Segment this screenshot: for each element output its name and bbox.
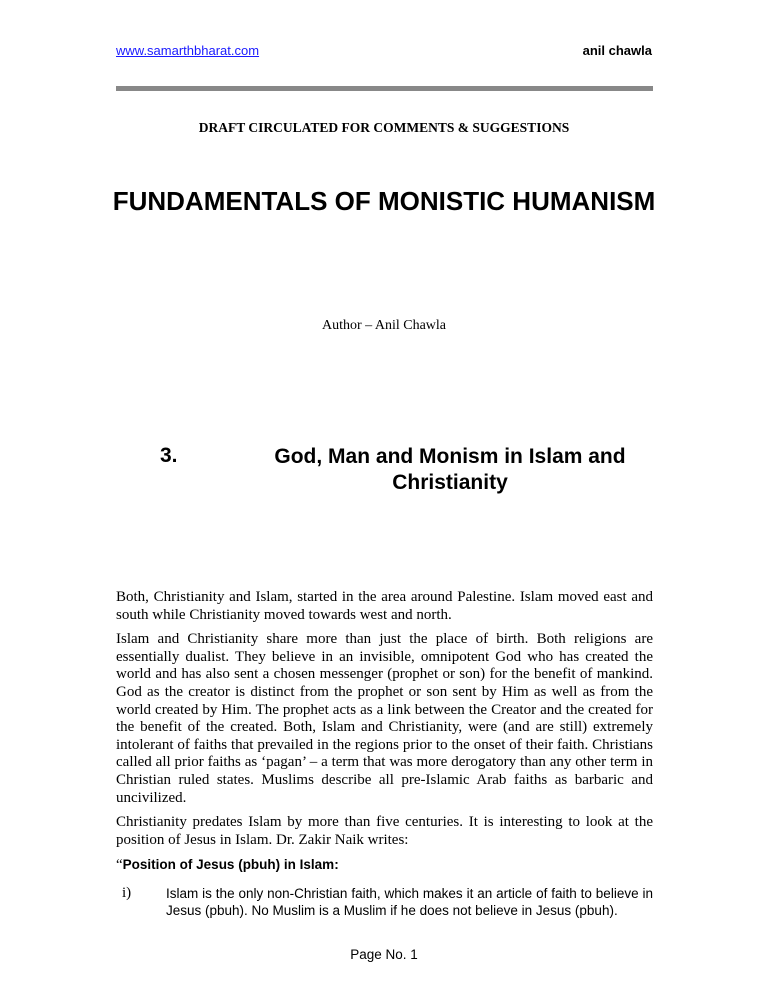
paragraph: Christianity predates Islam by more than five centuries. It is interesting to look at the position of Jesus in Islam. Dr. Zakir Naik writes:	[116, 814, 653, 848]
body-text	[116, 589, 653, 919]
header-author: anil chawla	[582, 43, 652, 58]
list-item	[116, 885, 653, 919]
page-number: Page No. 1	[350, 947, 418, 962]
paragraph: Islam and Christianity share more than just the place of birth. Both religions are essentially dualist. They believe in an invisible, omnipotent God who has created the world and has also sent a chosen messenger (prophet or son) for the benefit of mankind. God as the creator is distinct from the prophet or son sent by Him as well as from the world created by Him. The prophet acts as a link between the Creator and the created for the benefit of the created. Both, Islam and Christianity, were (and are still) extremely intolerant of faiths that prevailed in the regions prior to the onset of their faith. Christians called all prior faiths as ‘pagan’ – a term that was more derogatory than any other term in Christian ruled states. Muslims describe all pre-Islamic Arab faiths as barbaric and uncivilized.	[116, 631, 653, 806]
list-item-text: Islam is the only non-Christian faith, which makes it an article of faith to believe in Jesus (pbuh). No Muslim is a Muslim if he does not believe in Jesus (pbuh).	[166, 885, 653, 918]
list-item-number: i)	[122, 884, 132, 901]
quote-heading	[116, 856, 653, 875]
author-line: Author – Anil Chawla	[321, 318, 447, 333]
chapter-title: God, Man and Monism in Islam and Christianity	[274, 445, 626, 494]
website-link[interactable]: www.samarthbharat.com	[116, 43, 260, 58]
quote-open-mark: “	[116, 857, 123, 874]
header-divider	[116, 86, 653, 91]
document-title: FUNDAMENTALS OF MONISTIC HUMANISM	[112, 186, 656, 216]
draft-notice: DRAFT CIRCULATED FOR COMMENTS & SUGGESTIONS	[198, 120, 570, 135]
paragraph: Both, Christianity and Islam, started in the area around Palestine. Islam moved east and south while Christianity moved towards west and north.	[116, 589, 653, 623]
quote-heading-text: Position of Jesus (pbuh) in Islam:	[122, 857, 339, 873]
chapter-number: 3.	[160, 444, 178, 467]
